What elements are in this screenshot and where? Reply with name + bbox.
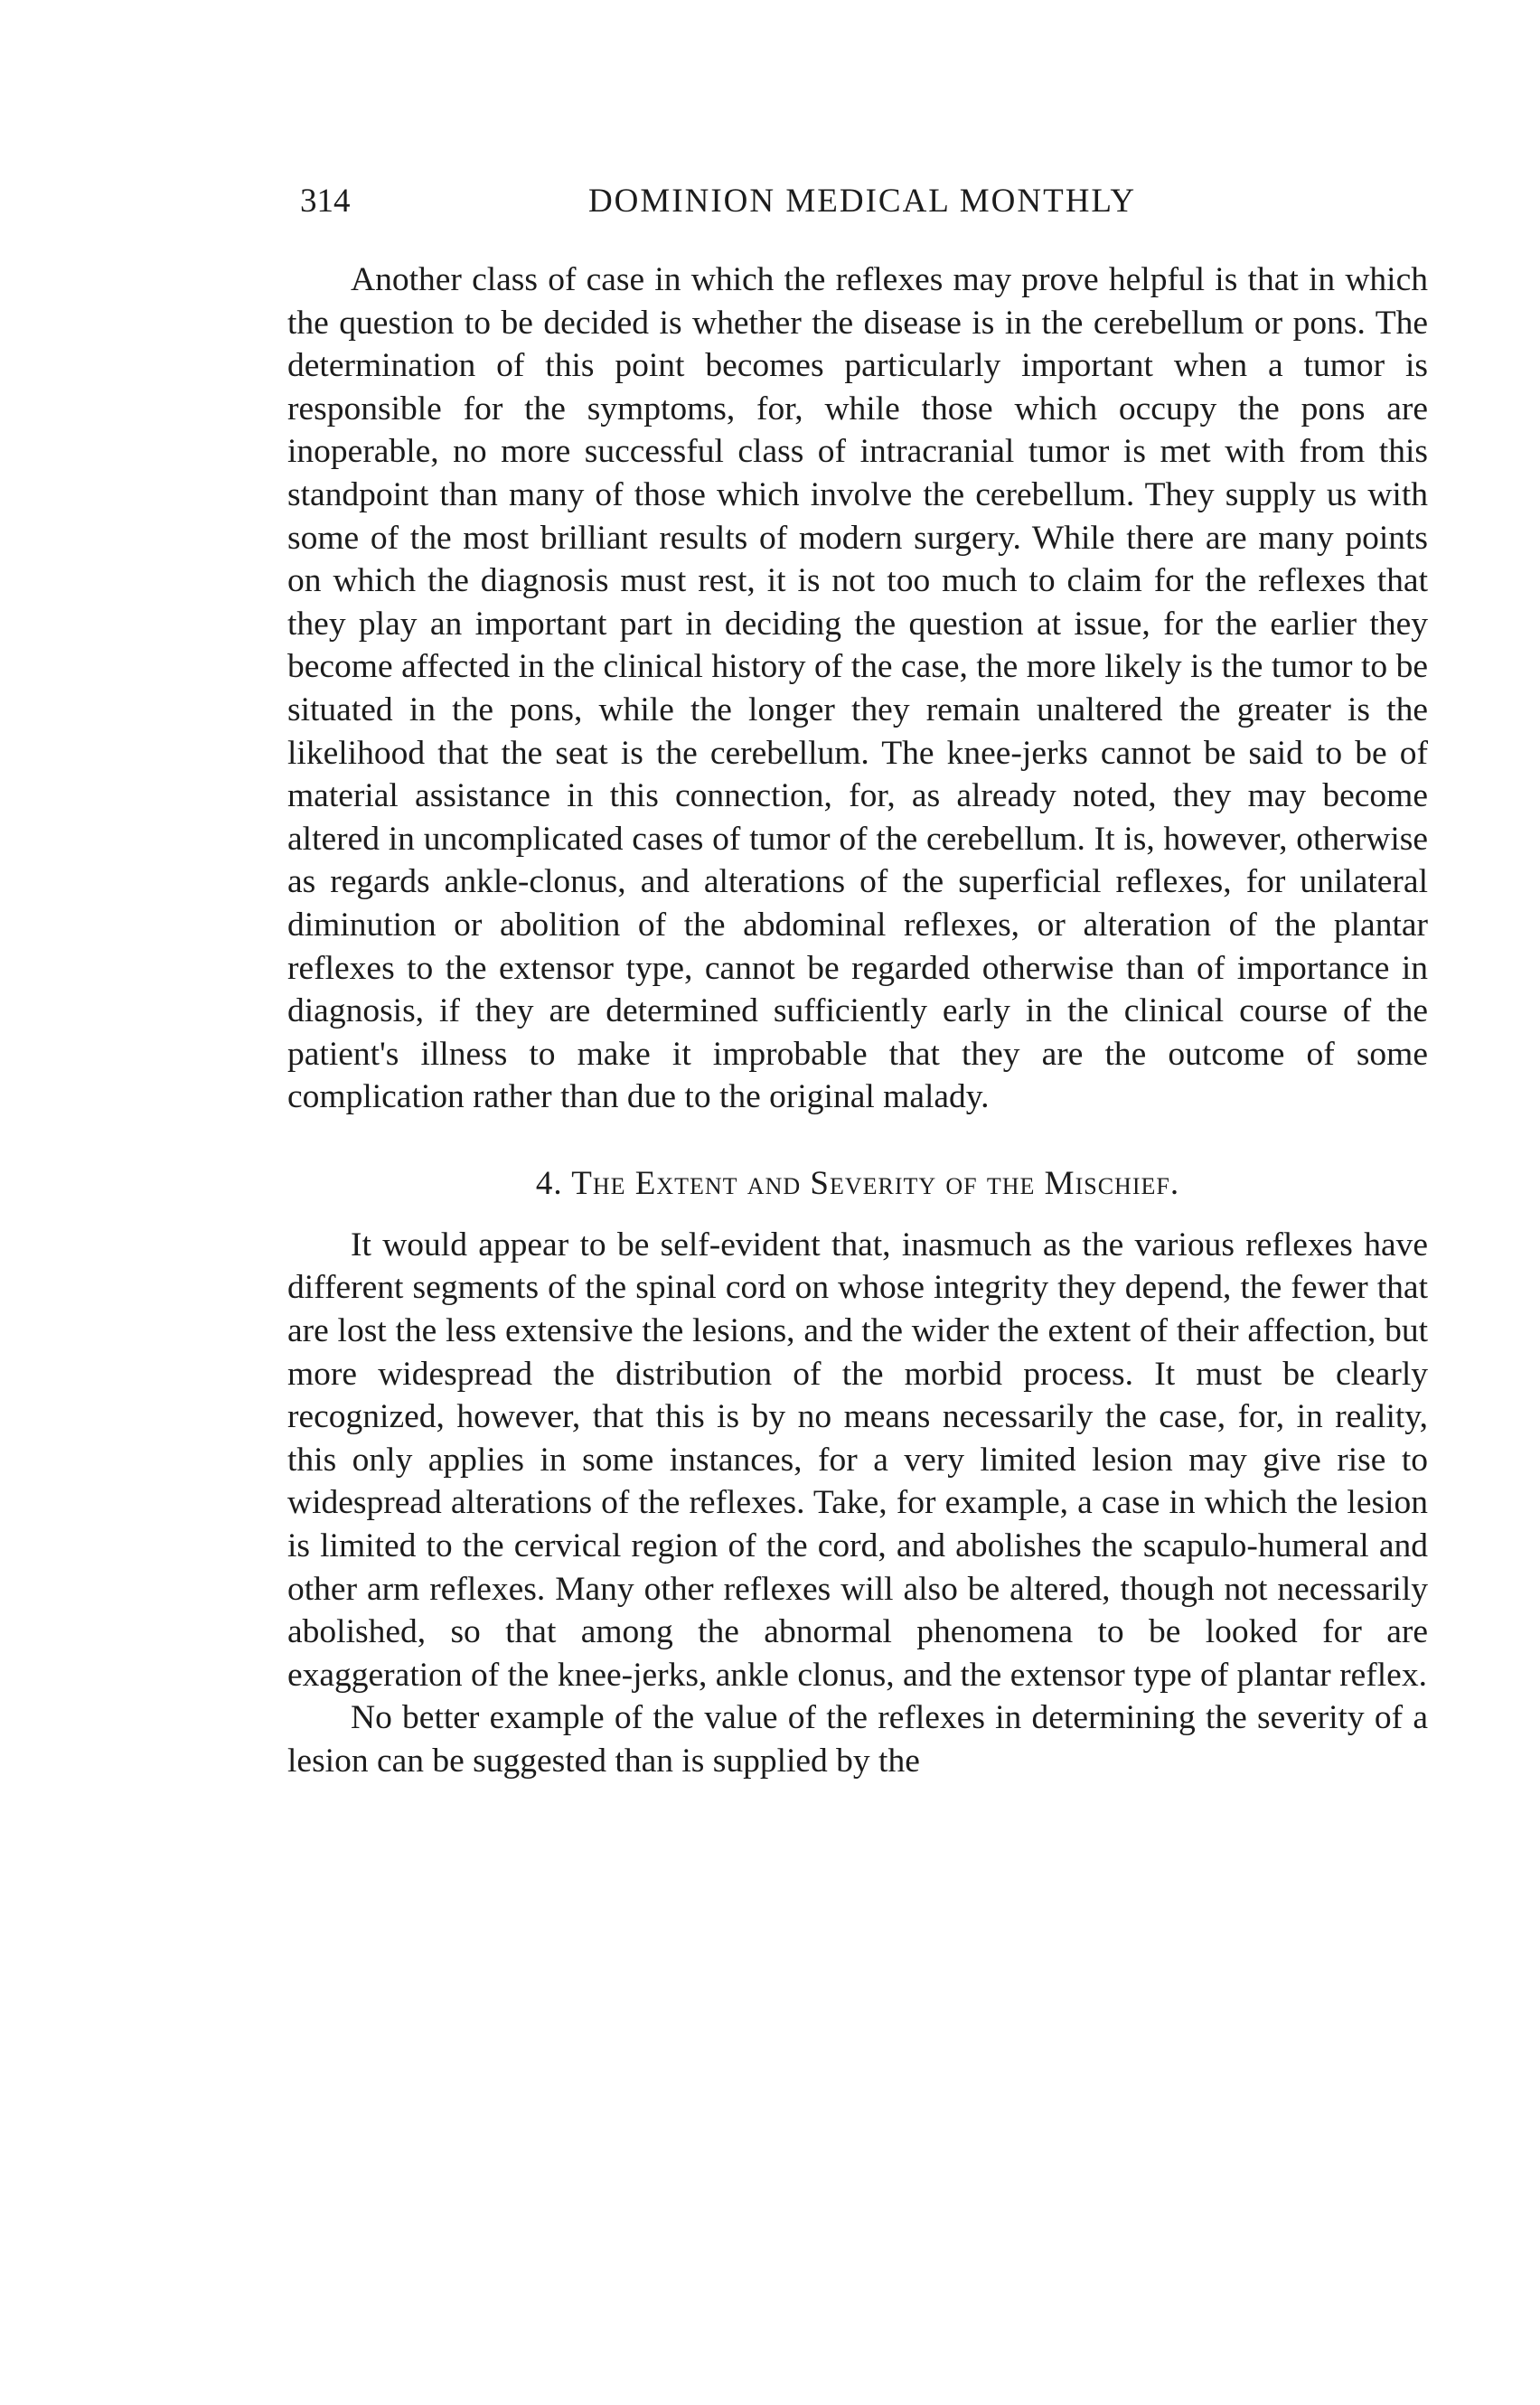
running-head	[287, 177, 1428, 226]
body-paragraph-1: Another class of case in which the reflexes may prove helpful is that in which the question to be decided is whether the disease is in the cerebellum or pons. The determination of this point becomes particularly important when a tumor is responsible for the symptoms, for, while those which occupy the pons are inoperable, no more successful class of intracranial tumor is met with from this standpoint than many of those which involve the cerebellum. They supply us with some of the most brilliant results of modern surgery. While there are many points on which the diagnosis must rest, it is not too much to claim for the reflexes that they play an important part in deciding the question at issue, for the earlier they become affected in the clinical history of the case, the more likely is the tumor to be situated in the pons, while the longer they remain unaltered the greater is the likelihood that the seat is the cerebellum. The knee-jerks cannot be said to be of material assistance in this connection, for, as already noted, they may become altered in uncomplicated cases of tumor of the cerebellum. It is, however, otherwise as regards ankle-clonus, and alterations of the superficial reflexes, for unilateral diminution or abolition of the abdominal reflexes, or alteration of the plantar reflexes to the extensor type, cannot be regarded otherwise than of importance in diagnosis, if they are determined sufficiently early in the clinical course of the patient's illness to make it improbable that they are the outcome of some complication rather than due to the original malady.	[287, 261, 1428, 1116]
body-paragraph-3: No better example of the value of the reflexes in determining the severity of a lesion can be suggested than is supplied by the	[287, 1699, 1428, 1780]
page-number: 314	[300, 183, 351, 220]
section-heading: 4. The Extent and Severity of the Mischief.	[535, 1164, 1180, 1202]
book-page	[287, 177, 1428, 1783]
body-paragraph-2: It would appear to be self-evident that, inasmuch as the various reflexes have different segments of the spinal cord on whose integrity they depend, the fewer that are lost the less extensive the lesions, and the wider the extent of their affection, but more widespread the distribution of the morbid process. It must be clearly recognized, however, that this is by no means necessarily the case, for, in reality, this only applies in some instances, for a very limited lesion may give rise to widespread alterations of the reflexes. Take, for example, a case in which the lesion is limited to the cervical region of the cord, and abolishes the scapulo-humeral and other arm reflexes. Many other reflexes will also be altered, though not necessarily abolished, so that among the abnormal phenomena to be looked for are exaggeration of the knee-jerks, ankle clonus, and the extensor type of plantar reflex.	[287, 1226, 1428, 1694]
journal-title: DOMINION MEDICAL MONTHLY	[587, 183, 1137, 220]
